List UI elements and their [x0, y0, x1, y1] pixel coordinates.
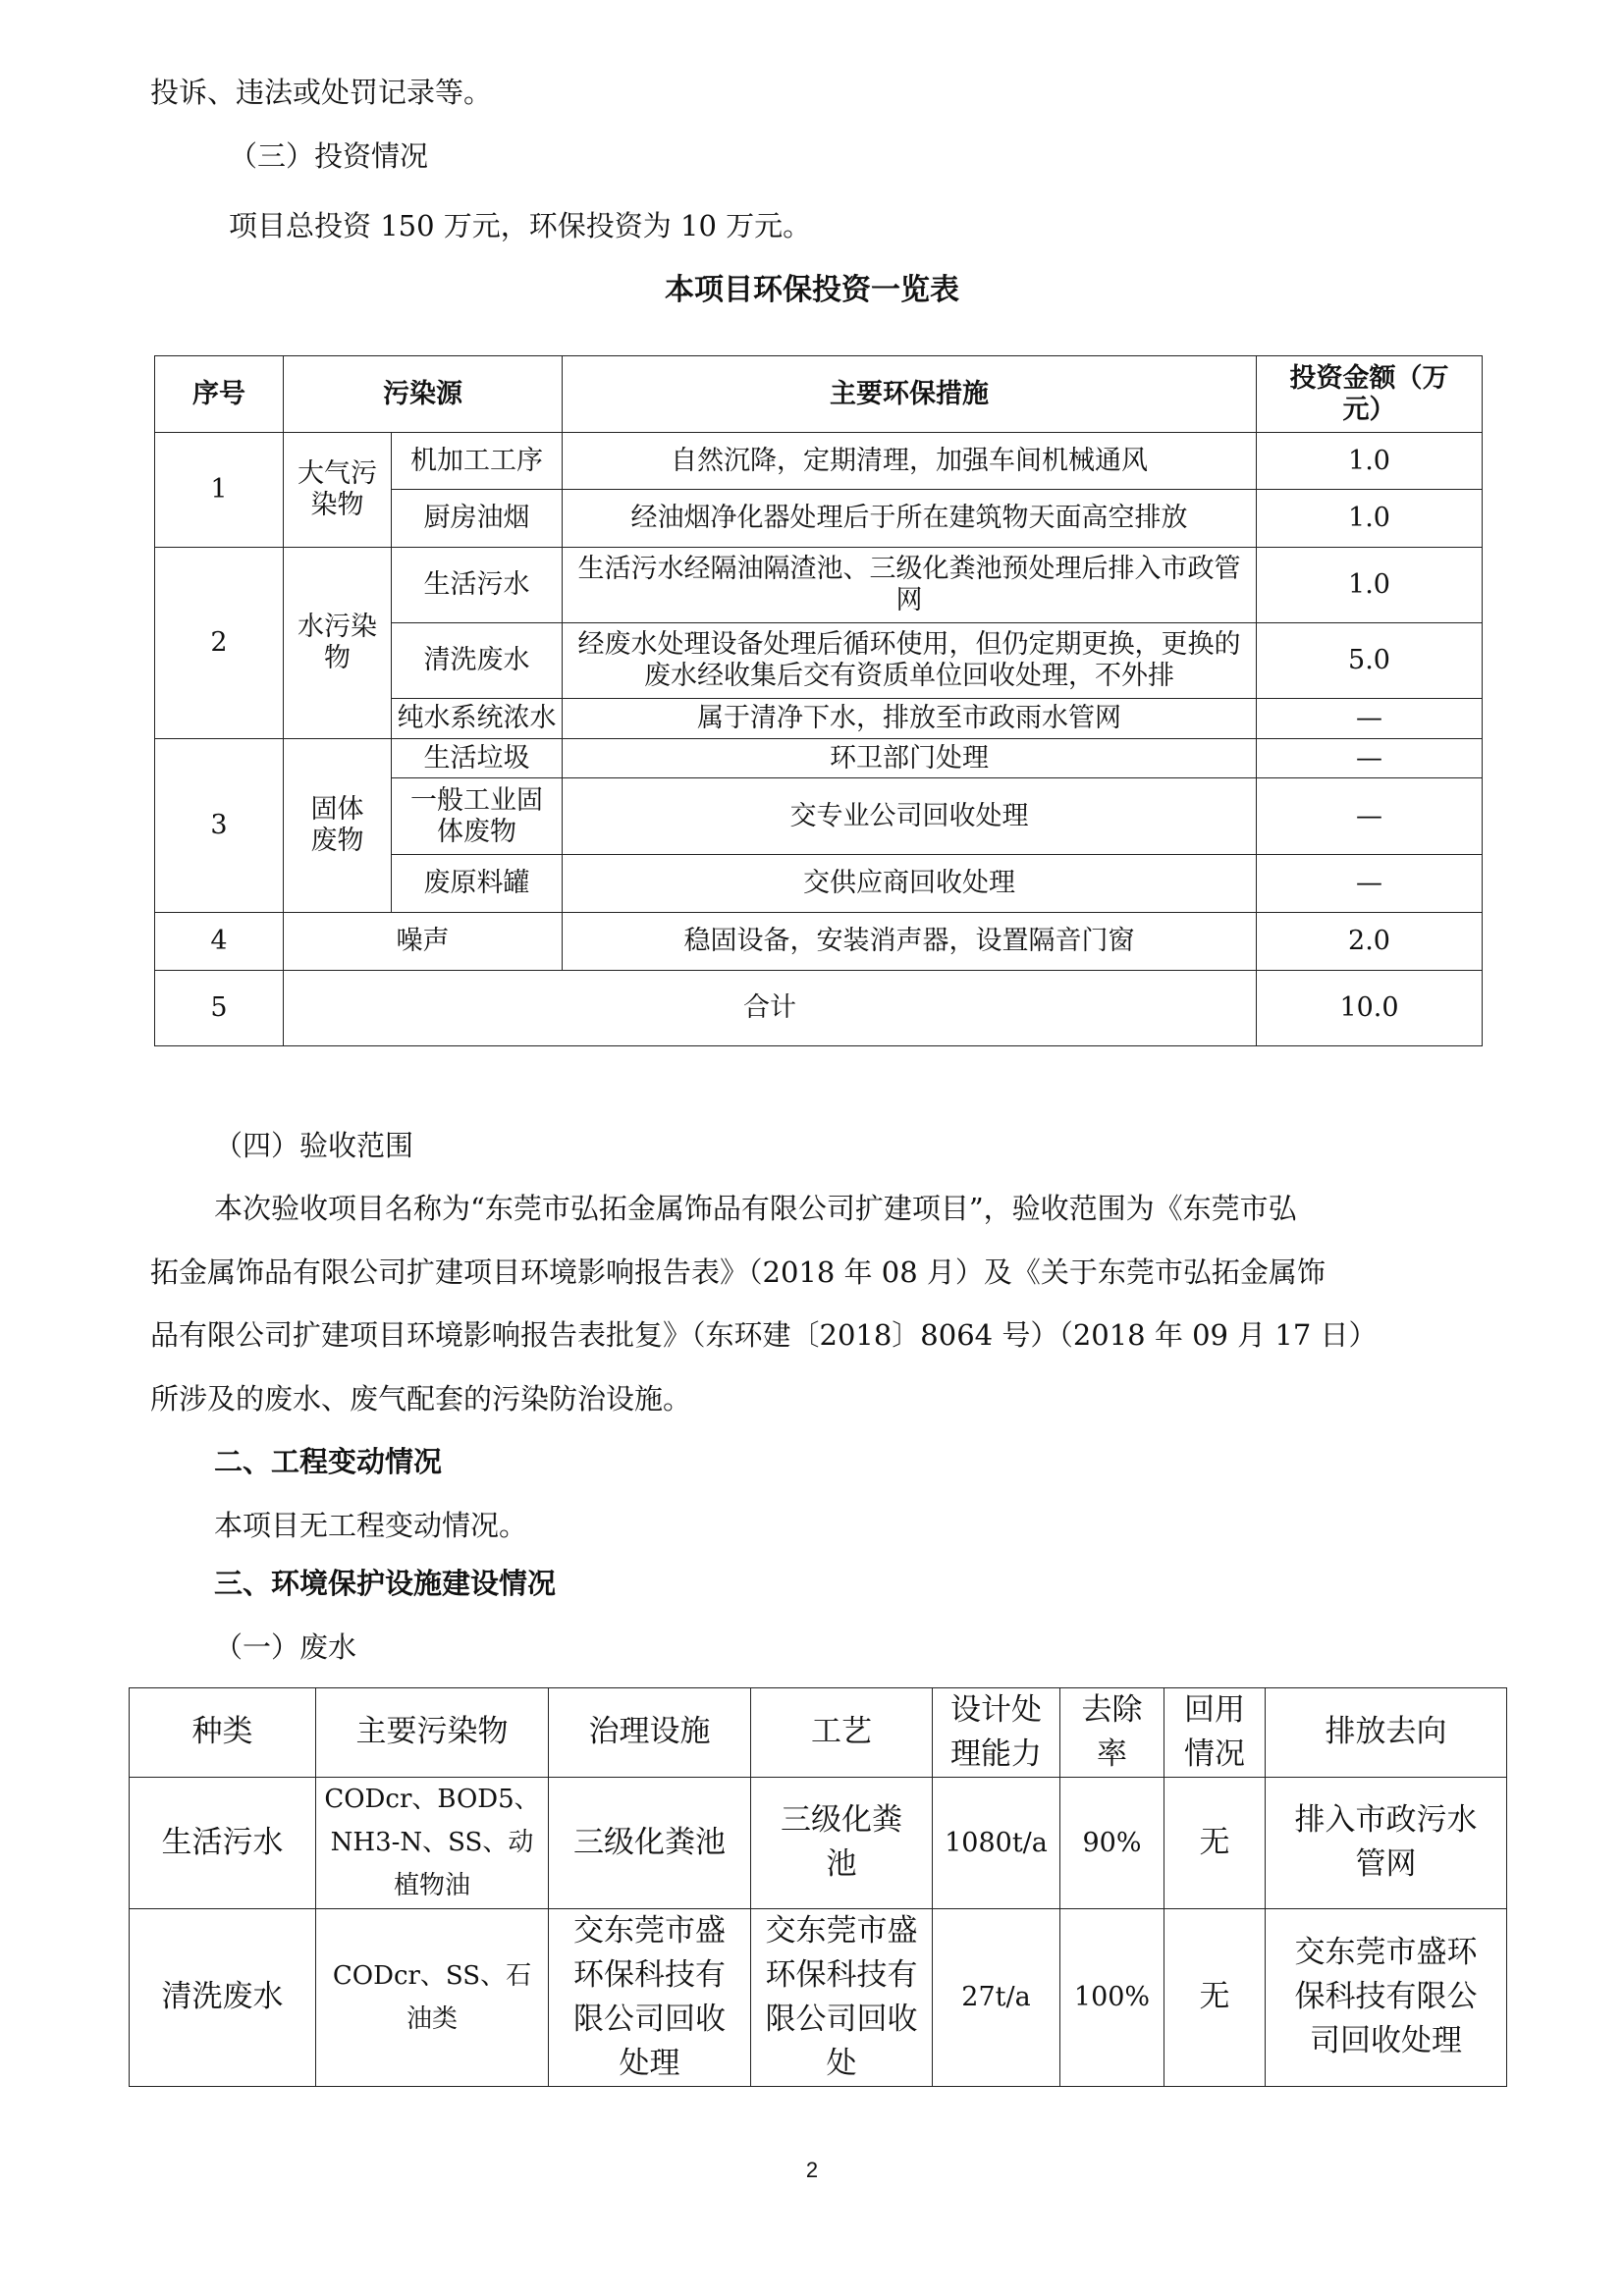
- investment-text: 项目总投资 150 万元，环保投资为 10 万元。: [229, 209, 812, 242]
- row-amount: 1.0: [1257, 490, 1483, 548]
- row-no: 2: [155, 548, 284, 739]
- row-source: 厨房油烟: [392, 490, 563, 548]
- row-source: 生活污水: [392, 548, 563, 623]
- table-row: [155, 971, 1483, 1046]
- section-two-heading: 二、工程变动情况: [214, 1445, 443, 1478]
- row-cell: 清洗废水: [130, 1908, 316, 2086]
- row-measure: 交供应商回收处理: [563, 855, 1257, 913]
- row-measure: 环卫部门处理: [563, 739, 1257, 778]
- header-cell: 设计处理能力: [933, 1688, 1060, 1778]
- row-amount: 10.0: [1257, 971, 1483, 1046]
- row-measure: 自然沉降，定期清理，加强车间机械通风: [563, 433, 1257, 490]
- table-header-row: [130, 1688, 1507, 1778]
- row-no: 4: [155, 913, 284, 971]
- header-source: 污染源: [284, 356, 563, 433]
- row-source: 废原料罐: [392, 855, 563, 913]
- row-no: 3: [155, 739, 284, 913]
- table-row: [155, 913, 1483, 971]
- row-cell: 1080t/a: [933, 1777, 1060, 1908]
- row-no: 1: [155, 433, 284, 548]
- header-measure: 主要环保措施: [563, 356, 1257, 433]
- row-amount: —: [1257, 778, 1483, 855]
- table-row: [130, 1777, 1507, 1908]
- row-category: 大气污染物: [284, 433, 392, 548]
- header-no: 序号: [155, 356, 284, 433]
- row-measure: 经油烟净化器处理后于所在建筑物天面高空排放: [563, 490, 1257, 548]
- section-three-sub: （一）废水: [214, 1630, 357, 1664]
- row-cell: 排入市政污水管网: [1266, 1777, 1507, 1908]
- row-amount: 2.0: [1257, 913, 1483, 971]
- header-amount: 投资金额（万元）: [1257, 356, 1483, 433]
- row-measure: 经废水处理设备处理后循环使用，但仍定期更换，更换的废水经收集后交有资质单位回收处理，不外排: [563, 623, 1257, 699]
- section-three-heading: 三、环境保护设施建设情况: [214, 1567, 557, 1600]
- section4-line: 拓金属饰品有限公司扩建项目环境影响报告表》（2018 年 08 月）及《关于东莞市弘拓金属饰: [150, 1255, 1326, 1289]
- section4-line: 品有限公司扩建项目环境影响报告表批复》（东环建〔2018〕8064 号）（2018 年 09 月 17 日）: [150, 1318, 1378, 1352]
- row-cell: CODcr、SS、石油类: [316, 1908, 549, 2086]
- row-cell: 100%: [1060, 1908, 1164, 2086]
- row-cell: 无: [1164, 1777, 1266, 1908]
- table-row: [155, 433, 1483, 490]
- row-measure: 属于清净下水，排放至市政雨水管网: [563, 699, 1257, 739]
- row-cell: 三级化粪池: [549, 1777, 751, 1908]
- row-no: 5: [155, 971, 284, 1046]
- row-cell: 三级化粪池: [751, 1777, 933, 1908]
- header-cell: 种类: [130, 1688, 316, 1778]
- row-cell: 27t/a: [933, 1908, 1060, 2086]
- investment-table-title: 本项目环保投资一览表: [665, 273, 959, 307]
- row-amount: 1.0: [1257, 548, 1483, 623]
- row-amount: 5.0: [1257, 623, 1483, 699]
- section4-heading: （四）验收范围: [214, 1129, 414, 1162]
- section3-heading: （三）投资情况: [229, 139, 429, 173]
- row-source: 一般工业固体废物: [392, 778, 563, 855]
- row-cell: 90%: [1060, 1777, 1164, 1908]
- table-header-row: [155, 356, 1483, 433]
- row-source: 生活垃圾: [392, 739, 563, 778]
- page-number: 2: [805, 2158, 819, 2182]
- row-cell: 交东莞市盛环保科技有限公司回收处理: [549, 1908, 751, 2086]
- row-amount: —: [1257, 699, 1483, 739]
- row-cell: 生活污水: [130, 1777, 316, 1908]
- row-source: 机加工工序: [392, 433, 563, 490]
- row-cell: 交东莞市盛环保科技有限公司回收处: [751, 1908, 933, 2086]
- section-two-text: 本项目无工程变动情况。: [214, 1509, 528, 1542]
- row-amount: —: [1257, 739, 1483, 778]
- row-cell: 无: [1164, 1908, 1266, 2086]
- row-category: 水污染物: [284, 548, 392, 739]
- row-source: 纯水系统浓水: [392, 699, 563, 739]
- row-total-label: 合计: [284, 971, 1257, 1046]
- row-amount: 1.0: [1257, 433, 1483, 490]
- header-cell: 主要污染物: [316, 1688, 549, 1778]
- row-measure: 生活污水经隔油隔渣池、三级化粪池预处理后排入市政管网: [563, 548, 1257, 623]
- section4-line: 本次验收项目名称为“东莞市弘拓金属饰品有限公司扩建项目”，验收范围为《东莞市弘: [214, 1192, 1297, 1225]
- header-cell: 治理设施: [549, 1688, 751, 1778]
- row-measure: 稳固设备，安装消声器，设置隔音门窗: [563, 913, 1257, 971]
- header-cell: 工艺: [751, 1688, 933, 1778]
- row-cell: CODcr、BOD5、NH3-N、SS、动植物油: [316, 1777, 549, 1908]
- row-source: 清洗废水: [392, 623, 563, 699]
- wastewater-table: [129, 1687, 1507, 2087]
- investment-table: [154, 355, 1483, 1046]
- table-row: [155, 548, 1483, 623]
- table-row: [130, 1908, 1507, 2086]
- intro-line: 投诉、违法或处罚记录等。: [150, 76, 493, 109]
- row-measure: 交专业公司回收处理: [563, 778, 1257, 855]
- row-cell: 交东莞市盛环保科技有限公司回收处理: [1266, 1908, 1507, 2086]
- row-category: 固体废物: [284, 739, 392, 913]
- section4-line: 所涉及的废水、废气配套的污染防治设施。: [150, 1382, 692, 1415]
- header-cell: 回用情况: [1164, 1688, 1266, 1778]
- table-row: [155, 739, 1483, 778]
- header-cell: 去除率: [1060, 1688, 1164, 1778]
- row-category: 噪声: [284, 913, 563, 971]
- row-amount: —: [1257, 855, 1483, 913]
- header-cell: 排放去向: [1266, 1688, 1507, 1778]
